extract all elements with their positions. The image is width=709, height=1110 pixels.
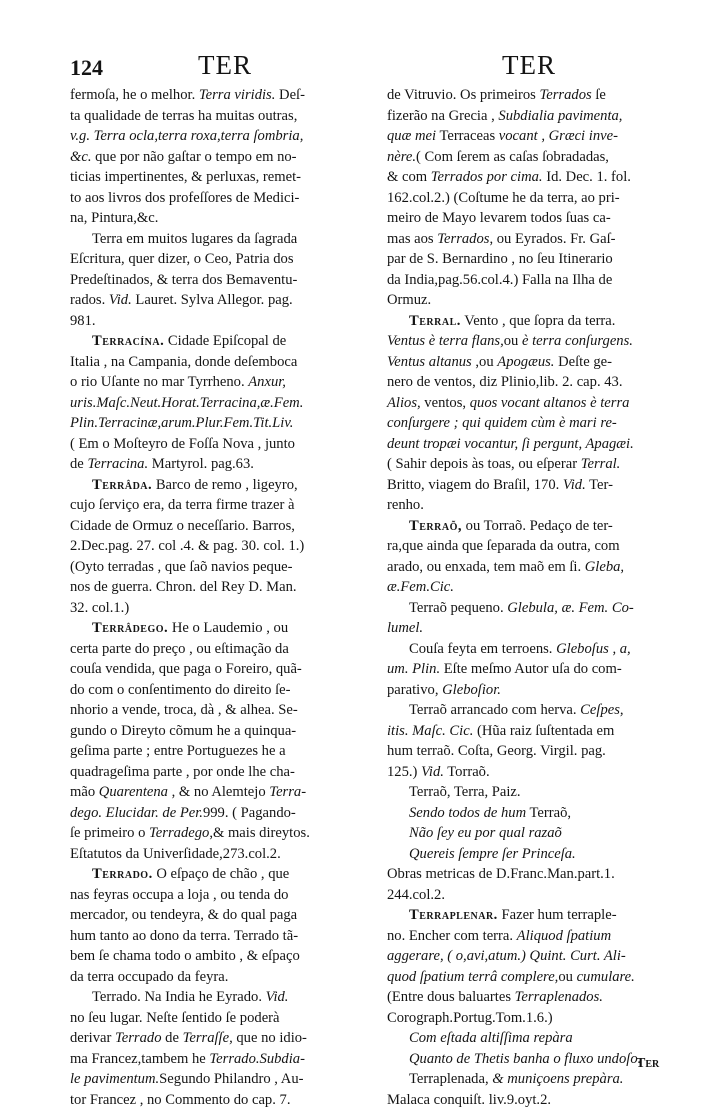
text-line xyxy=(70,331,345,352)
text-segment: quadrageſima parte , por onde lhe cha- xyxy=(70,764,295,780)
text-segment: Vid. xyxy=(109,292,132,308)
text-segment: nhorio a vende, troca, dà , & alhea. Se- xyxy=(70,702,298,718)
text-segment: 999. ( Pagando- xyxy=(203,805,296,821)
running-head-left: TER xyxy=(198,50,252,81)
text-segment: Aliquod ſpatium xyxy=(517,928,611,944)
text-segment: Terraceas xyxy=(436,128,499,144)
text-segment: ma Francez,tambem he xyxy=(70,1051,209,1067)
text-segment: & com xyxy=(387,169,431,185)
text-segment: ou xyxy=(504,333,522,349)
text-segment: Vid. xyxy=(266,989,289,1005)
text-line xyxy=(70,967,345,988)
text-line xyxy=(387,208,662,229)
text-segment: uris.Maſc.Neut.Horat.Terracina,æ.Fem. xyxy=(70,395,303,411)
text-line xyxy=(387,987,662,1008)
text-line xyxy=(70,721,345,742)
text-line xyxy=(387,577,662,598)
text-line xyxy=(70,741,345,762)
text-line xyxy=(70,987,345,1008)
text-segment: Torraõ. xyxy=(444,764,490,780)
text-segment: Quarentena xyxy=(99,784,168,800)
text-line xyxy=(70,106,345,127)
text-line xyxy=(70,516,345,537)
text-segment: ſe xyxy=(592,87,606,103)
headword: Terral. xyxy=(409,313,461,329)
page-number: 124 xyxy=(70,55,103,81)
text-segment: renho. xyxy=(387,497,424,513)
text-line xyxy=(70,680,345,701)
text-line xyxy=(70,557,345,578)
headword: Terraõ, xyxy=(409,518,462,534)
text-line xyxy=(387,434,662,455)
text-segment: Terrados xyxy=(539,87,591,103)
text-segment: que no idio- xyxy=(233,1030,307,1046)
text-line xyxy=(70,700,345,721)
text-segment: Obras metricas de D.Franc.Man.part.1. xyxy=(387,866,615,882)
text-line xyxy=(387,495,662,516)
text-line xyxy=(70,372,345,393)
text-segment: Ventus altanus xyxy=(387,354,472,370)
text-segment: ra,que ainda que ſeparada da outra, com xyxy=(387,538,620,554)
text-segment: o rio Uſante no mar Tyrrheno. xyxy=(70,374,248,390)
text-segment: quos vocant altanos è terra xyxy=(470,395,630,411)
text-line xyxy=(70,803,345,824)
text-line xyxy=(70,618,345,639)
text-line xyxy=(387,557,662,578)
text-segment: Terra viridis. xyxy=(199,87,276,103)
text-line xyxy=(387,762,662,783)
text-segment: Id. Dec. 1. fol. xyxy=(543,169,631,185)
text-segment: Terrados xyxy=(437,231,489,247)
text-segment: de xyxy=(70,456,87,472)
text-line xyxy=(70,495,345,516)
text-line xyxy=(70,290,345,311)
text-segment: Ter- xyxy=(586,477,613,493)
text-line xyxy=(70,762,345,783)
text-segment: cujo ſerviço era, da terra firme trazer à xyxy=(70,497,294,513)
text-line xyxy=(70,454,345,475)
text-line xyxy=(70,1028,345,1049)
text-line xyxy=(387,516,662,537)
text-segment: rados. xyxy=(70,292,109,308)
text-line xyxy=(70,85,345,106)
text-line xyxy=(70,270,345,291)
text-segment: Ceſpes, xyxy=(580,702,623,718)
text-segment: Eſcritura, quer dizer, o Ceo, Patria dos xyxy=(70,251,294,267)
running-head-right: TER xyxy=(502,50,556,81)
text-segment: Terra em muitos lugares da ſagrada xyxy=(92,231,297,247)
text-line xyxy=(70,434,345,455)
text-line xyxy=(387,1028,662,1049)
text-segment: Vento , que ſopra da terra. xyxy=(461,313,616,329)
text-line xyxy=(387,680,662,701)
text-segment: He o Laudemio , ou xyxy=(168,620,288,636)
text-line xyxy=(70,413,345,434)
right-column xyxy=(387,85,662,1110)
text-line xyxy=(387,946,662,967)
text-segment: Terral. xyxy=(581,456,621,472)
left-column xyxy=(70,85,345,1110)
text-segment: da terra occupado da feyra. xyxy=(70,969,228,985)
text-segment: Quanto de Thetis banha o fluxo undoſo. xyxy=(409,1051,641,1067)
text-segment: Terrado.Subdia- xyxy=(209,1051,305,1067)
text-segment: par de S. Bernardino , no ſeu Itinerario xyxy=(387,251,613,267)
text-line xyxy=(387,844,662,865)
text-segment: nère. xyxy=(387,149,416,165)
text-segment: mão xyxy=(70,784,99,800)
text-segment: na, Pintura,&c. xyxy=(70,210,158,226)
text-segment: 2.Dec.pag. 27. col .4. & pag. 30. col. 1.) xyxy=(70,538,304,554)
headword: Terrado. xyxy=(92,866,153,882)
text-segment: Martyrol. pag.63. xyxy=(148,456,254,472)
text-segment: le pavimentum. xyxy=(70,1071,159,1087)
text-line xyxy=(387,229,662,250)
text-line xyxy=(387,1008,662,1029)
text-segment: Terrado. Na India he Eyrado. xyxy=(92,989,266,1005)
text-segment: Plin.Terracinæ,arum.Plur.Fem.Tit.Liv. xyxy=(70,415,293,431)
text-segment: ventos, xyxy=(421,395,470,411)
text-line xyxy=(387,126,662,147)
text-line xyxy=(70,352,345,373)
text-segment: 981. xyxy=(70,313,96,329)
text-line xyxy=(387,270,662,291)
text-segment: Vid. xyxy=(421,764,444,780)
text-line xyxy=(387,352,662,373)
text-segment: Terrado xyxy=(115,1030,162,1046)
text-line xyxy=(387,249,662,270)
text-line xyxy=(70,536,345,557)
text-line xyxy=(387,967,662,988)
text-segment: Eſte meſmo Autor uſa do com- xyxy=(440,661,622,677)
text-segment: parativo, xyxy=(387,682,442,698)
text-line xyxy=(387,536,662,557)
text-segment: (Oyto terradas , que ſaõ navios peque- xyxy=(70,559,292,575)
text-segment: cumulare. xyxy=(577,969,635,985)
text-segment: ( Com ſerem as caſas ſobradadas, xyxy=(416,149,609,165)
text-segment: Terraõ, Terra, Paiz. xyxy=(409,784,521,800)
text-line xyxy=(387,598,662,619)
text-segment: Vid. xyxy=(563,477,586,493)
text-segment: Italia , na Campania, donde deſemboca xyxy=(70,354,297,370)
text-segment: Subdialia pavimenta, xyxy=(498,108,622,124)
text-segment: Malaca conquiſt. liv.9.oyt.2. xyxy=(387,1092,551,1108)
text-line xyxy=(70,249,345,270)
text-segment: ( Sahir depois às toas, ou eſperar xyxy=(387,456,581,472)
text-line xyxy=(387,413,662,434)
text-segment: ,ou xyxy=(472,354,498,370)
text-segment: æ.Fem.Cic. xyxy=(387,579,454,595)
text-segment: Terraplenados. xyxy=(515,989,603,1005)
text-line xyxy=(70,147,345,168)
text-segment: Fazer hum terraple- xyxy=(498,907,617,923)
text-line xyxy=(387,1049,662,1070)
text-segment: mercador, ou tendeyra, & do qual paga xyxy=(70,907,297,923)
text-segment: Segundo Philandro , Au- xyxy=(159,1071,303,1087)
text-line xyxy=(387,188,662,209)
text-line xyxy=(387,659,662,680)
text-line xyxy=(387,639,662,660)
text-line xyxy=(387,905,662,926)
text-segment: da India,pag.56.col.4.) Falla na Ilha de xyxy=(387,272,612,288)
text-segment: Terraõ, xyxy=(526,805,571,821)
text-line xyxy=(387,1069,662,1090)
text-segment: mas aos xyxy=(387,231,437,247)
text-segment: no. Encher com terra. xyxy=(387,928,517,944)
text-line xyxy=(387,85,662,106)
text-line xyxy=(387,106,662,127)
text-segment: Terracina. xyxy=(87,456,148,472)
text-segment: Gleboſus , a, xyxy=(556,641,631,657)
text-segment: bem ſe chama todo o ambito , & eſpaço xyxy=(70,948,300,964)
text-segment: derivar xyxy=(70,1030,115,1046)
headword: Terracína. xyxy=(92,333,164,349)
text-line xyxy=(387,454,662,475)
text-line xyxy=(387,700,662,721)
text-segment: couſa vendida, que paga o Foreiro, quã- xyxy=(70,661,302,677)
text-segment: Terra- xyxy=(269,784,306,800)
text-segment: ſe primeiro o xyxy=(70,825,149,841)
text-segment: vocant , Græci inve- xyxy=(499,128,618,144)
text-segment: Couſa feyta em terroens. xyxy=(409,641,556,657)
text-segment: lumel. xyxy=(387,620,423,636)
text-segment: ,& mais direytos. xyxy=(209,825,310,841)
text-segment: (Entre dous baluartes xyxy=(387,989,515,1005)
text-line xyxy=(70,188,345,209)
text-segment: Ormuz. xyxy=(387,292,431,308)
text-segment: tor Francez , no Commento do cap. 7. xyxy=(70,1092,290,1108)
text-line xyxy=(387,475,662,496)
text-line xyxy=(387,331,662,352)
text-segment: Cidade Epiſcopal de xyxy=(164,333,286,349)
text-segment: Anxur, xyxy=(248,374,286,390)
text-line xyxy=(387,1090,662,1110)
text-segment: quæ mei xyxy=(387,128,436,144)
text-segment: quod ſpatium terrâ complere, xyxy=(387,969,558,985)
headword: Terrâda. xyxy=(92,477,152,493)
text-line xyxy=(70,639,345,660)
text-line xyxy=(70,1049,345,1070)
text-segment: do com o conſentimento do direito ſe- xyxy=(70,682,290,698)
text-segment: Predeſtinados, & terra dos Bemaventu- xyxy=(70,272,297,288)
text-segment: (Hũa raiz ſuſtentada em xyxy=(473,723,614,739)
text-segment: 32. col.1.) xyxy=(70,600,129,616)
text-segment: Barco de remo , ligeyro, xyxy=(152,477,297,493)
text-segment: Com eſtada altiſſima repàra xyxy=(409,1030,573,1046)
text-segment: fizerão na Grecia , xyxy=(387,108,498,124)
text-line xyxy=(387,372,662,393)
text-line xyxy=(70,577,345,598)
text-line xyxy=(70,126,345,147)
text-segment: dego. Elucidar. de Per. xyxy=(70,805,203,821)
text-segment: Não ſey eu por qual razaõ xyxy=(409,825,562,841)
text-segment: Sendo todos de hum xyxy=(409,805,526,821)
text-segment: 125.) xyxy=(387,764,421,780)
text-segment: Eſtatutos da Univerſidade,273.col.2. xyxy=(70,846,281,862)
text-line xyxy=(70,475,345,496)
text-segment: Terraõ arrancado com herva. xyxy=(409,702,580,718)
text-segment: Terraſſe, xyxy=(183,1030,233,1046)
text-line xyxy=(70,1069,345,1090)
text-segment: Lauret. Sylva Allegor. pag. xyxy=(132,292,293,308)
text-segment: Corograph.Portug.Tom.1.6.) xyxy=(387,1010,553,1026)
text-segment: certa parte do preço , ou eſtimação da xyxy=(70,641,289,657)
text-line xyxy=(70,844,345,865)
text-line xyxy=(387,803,662,824)
text-line xyxy=(387,885,662,906)
text-line xyxy=(387,782,662,803)
text-line xyxy=(70,782,345,803)
text-line xyxy=(387,618,662,639)
headword: Terrâdego. xyxy=(92,620,168,636)
text-line xyxy=(70,311,345,332)
text-segment: no ſeu lugar. Neſte ſentido ſe poderà xyxy=(70,1010,280,1026)
text-segment: &c. xyxy=(70,149,91,165)
text-line xyxy=(70,905,345,926)
text-line xyxy=(387,393,662,414)
text-segment: de Vitruvio. Os primeiros xyxy=(387,87,539,103)
text-segment: conſurgere ; qui quidem cùm è mari re- xyxy=(387,415,617,431)
text-segment: Deſ- xyxy=(275,87,305,103)
text-segment: geſima parte ; entre Portuguezes he a xyxy=(70,743,286,759)
text-segment: Quereis ſempre ſer Princeſa. xyxy=(409,846,576,862)
headword: Terraplenar. xyxy=(409,907,498,923)
text-segment: 162.col.2.) (Coſtume he da terra, ao pri- xyxy=(387,190,620,206)
text-segment: Terradego xyxy=(149,825,209,841)
text-segment: meiro de Mayo levarem todos ſuas ca- xyxy=(387,210,611,226)
text-segment: nos de guerra. Chron. del Rey D. Man. xyxy=(70,579,297,595)
text-line xyxy=(70,946,345,967)
text-segment: Deſte ge- xyxy=(554,354,612,370)
text-segment: ta qualidade de terras ha muitas outras, xyxy=(70,108,297,124)
text-line xyxy=(387,926,662,947)
text-line xyxy=(387,147,662,168)
text-segment: O eſpaço de chão , que xyxy=(153,866,290,882)
text-segment: Gleba, xyxy=(585,559,624,575)
catchword: Ter xyxy=(636,1056,659,1072)
text-segment: to aos livros dos profeſſores de Medici- xyxy=(70,190,299,206)
text-line xyxy=(70,659,345,680)
text-line xyxy=(70,229,345,250)
text-line xyxy=(70,598,345,619)
text-line xyxy=(70,208,345,229)
text-line xyxy=(387,167,662,188)
text-segment: fermoſa, he o melhor. xyxy=(70,87,199,103)
text-line xyxy=(70,864,345,885)
text-segment: aggerare, ( o,avi,atum.) Quint. Curt. Ali- xyxy=(387,948,626,964)
text-segment: ou xyxy=(558,969,576,985)
text-segment: ou Torraõ. Pedaço de ter- xyxy=(462,518,613,534)
text-line xyxy=(387,290,662,311)
text-segment: que por não gaſtar o tempo em no- xyxy=(91,149,296,165)
text-segment: deunt tropæi vocantur, ſi pergunt, Apagæi. xyxy=(387,436,634,452)
text-segment: Britto, viagem do Braſil, 170. xyxy=(387,477,563,493)
text-line xyxy=(387,741,662,762)
text-segment: arado, ou enxada, tem maõ em ſi. xyxy=(387,559,585,575)
text-segment: de xyxy=(162,1030,183,1046)
text-segment: , ou Eyrados. Fr. Gaſ- xyxy=(489,231,615,247)
text-segment: , & no Alemtejo xyxy=(168,784,269,800)
text-segment: itis. Maſc. Cic. xyxy=(387,723,473,739)
text-line xyxy=(70,926,345,947)
text-segment: nas feyras occupa a loja , ou tenda do xyxy=(70,887,288,903)
text-line xyxy=(70,1090,345,1110)
text-segment: 244.col.2. xyxy=(387,887,445,903)
text-line xyxy=(387,311,662,332)
text-segment: ( Em o Moſteyro de Foſſa Nova , junto xyxy=(70,436,295,452)
text-segment: nero de ventos, diz Plinio,lib. 2. cap. 43. xyxy=(387,374,623,390)
text-line xyxy=(70,885,345,906)
text-segment: hum terraõ. Coſta, Georg. Virgil. pag. xyxy=(387,743,606,759)
text-segment: Gleboſior. xyxy=(442,682,501,698)
text-segment: Cidade de Ormuz o neceſſario. Barros, xyxy=(70,518,295,534)
text-line xyxy=(387,823,662,844)
text-line xyxy=(70,167,345,188)
text-line xyxy=(387,721,662,742)
text-segment: & muniçoens prepàra. xyxy=(492,1071,623,1087)
text-segment: v.g. Terra ocla,terra roxa,terra ſombria, xyxy=(70,128,303,144)
text-segment: gundo o Direyto cõmum he a quinqua- xyxy=(70,723,296,739)
text-segment: Ventus è terra flans, xyxy=(387,333,504,349)
text-segment: Terrados por cima. xyxy=(431,169,543,185)
text-line xyxy=(387,864,662,885)
text-segment: Glebula, æ. Fem. Co- xyxy=(507,600,633,616)
text-segment: Terraplenada, xyxy=(409,1071,492,1087)
text-segment: Terraõ pequeno. xyxy=(409,600,507,616)
text-segment: Apogæus. xyxy=(497,354,554,370)
text-segment: Alios, xyxy=(387,395,421,411)
text-line xyxy=(70,393,345,414)
text-line xyxy=(70,1008,345,1029)
text-line xyxy=(70,823,345,844)
text-segment: hum tanto ao dono da terra. Terrado tã- xyxy=(70,928,298,944)
text-segment: um. Plin. xyxy=(387,661,440,677)
text-segment: ticias impertinentes, & perluxas, remet- xyxy=(70,169,301,185)
text-segment: è terra conſurgens. xyxy=(522,333,633,349)
